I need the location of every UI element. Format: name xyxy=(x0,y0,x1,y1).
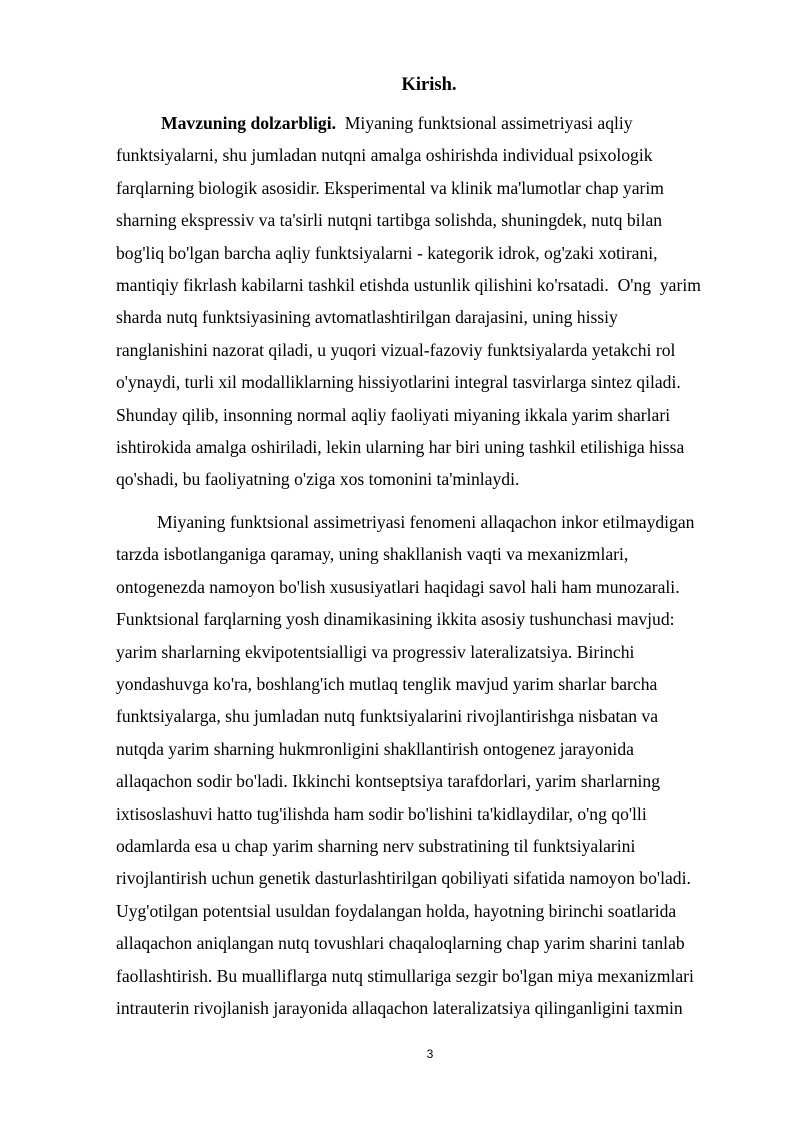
paragraph-line: ixtisoslashuvi hatto tug'ilishda ham sodir bo'lishini ta'kidlaydilar, o'ng qo'lli xyxy=(116,803,647,824)
paragraph-line: o'ynaydi, turli xil modalliklarning hissiyotlarini integral tasvirlarga sintez qiladi. xyxy=(116,372,681,393)
paragraph-relevance xyxy=(116,107,744,496)
paragraph-line: faollashtirish. Bu mualliflarga nutq stimullariga sezgir bo'lgan miya mexanizmlari xyxy=(116,965,694,986)
paragraph-line: Shunday qilib, insonning normal aqliy faoliyati miyaning ikkala yarim sharlari xyxy=(116,404,671,425)
paragraph-line: sharning ekspressiv va ta'sirli nutqni tartibga solishda, shuningdek, nutq bilan xyxy=(116,210,663,231)
page-number: 3 xyxy=(426,1047,434,1061)
paragraph-line: nutqda yarim sharning hukmronligini shakllantirish ontogenez jarayonida xyxy=(116,738,634,759)
paragraph-asymmetry xyxy=(116,506,744,1025)
paragraph-line: sharda nutq funktsiyasining avtomatlashtirilgan darajasini, uning hissiy xyxy=(116,307,618,328)
paragraph-line: qo'shadi, bu faoliyatning o'ziga xos tomonini ta'minlaydi. xyxy=(116,469,520,490)
paragraph-line-text: Miyaning funktsional assimetriyasi aqliy xyxy=(335,113,633,133)
paragraph-line: funktsiyalarga, shu jumladan nutq funktsiyalarini rivojlantirishga nisbatan va xyxy=(116,706,659,727)
paragraph-line: allaqachon sodir bo'ladi. Ikkinchi kontseptsiya tarafdorlari, yarim sharlarning xyxy=(116,771,661,792)
paragraph-line: odamlarda esa u chap yarim sharning nerv substratining til funktsiyalarini xyxy=(116,836,636,857)
paragraph-line: yondashuvga ko'ra, boshlang'ich mutlaq tenglik mavjud yarim sharlar barcha xyxy=(116,674,658,695)
paragraph-line: Uyg'otilgan potentsial usuldan foydalangan holda, hayotning birinchi soatlarida xyxy=(116,900,677,921)
paragraph-line: ranglanishini nazorat qiladi, u yuqori vizual-fazoviy funktsiyalarda yetakchi rol xyxy=(116,339,676,360)
paragraph-line: ishtirokida amalga oshiriladi, lekin ularning har biri uning tashkil etilishiga hissa xyxy=(116,437,685,458)
paragraph-line: Funktsional farqlarning yosh dinamikasining ikkita asosiy tushunchasi mavjud: xyxy=(116,609,675,630)
paragraph-line: farqlarning biologik asosidir. Eksperimental va klinik ma'lumotlar chap yarim xyxy=(116,177,664,198)
paragraph-line: rivojlantirish uchun genetik dasturlashtirilgan qobiliyati sifatida namoyon bo'ladi. xyxy=(116,868,691,889)
paragraph-line: ontogenezda namoyon bo'lish xususiyatlari haqidagi savol hali ham munozarali. xyxy=(116,576,680,597)
paragraph-line: Miyaning funktsional assimetriyasi fenomeni allaqachon inkor etilmaydigan xyxy=(157,512,695,532)
paragraph-line: tarzda isbotlanganiga qaramay, uning shakllanish vaqti va mexanizmlari, xyxy=(116,544,629,565)
paragraph-line: allaqachon aniqlangan nutq tovushlari chaqaloqlarning chap yarim sharini tanlab xyxy=(116,933,685,954)
paragraph-line: mantiqiy fikrlash kabilarni tashkil etishda ustunlik qilishini ko'rsatadi. O'ng yarim xyxy=(116,275,701,296)
paragraph-lead: Mavzuning dolzarbligi. xyxy=(161,113,336,133)
paragraph-line: funktsiyalarni, shu jumladan nutqni amalga oshirishda individual psixologik xyxy=(116,145,653,166)
paragraph-line: bog'liq bo'lgan barcha aqliy funktsiyalarni - kategorik idrok, og'zaki xotirani, xyxy=(116,242,658,263)
paragraph-line: yarim sharlarning ekvipotentsialligi va progressiv lateralizatsiya. Birinchi xyxy=(116,641,635,662)
section-heading: Kirish. xyxy=(401,75,457,95)
paragraph-line xyxy=(116,107,744,139)
paragraph-line: intrauterin rivojlanish jarayonida allaqachon lateralizatsiya qilinganligini taxmin xyxy=(116,998,683,1019)
